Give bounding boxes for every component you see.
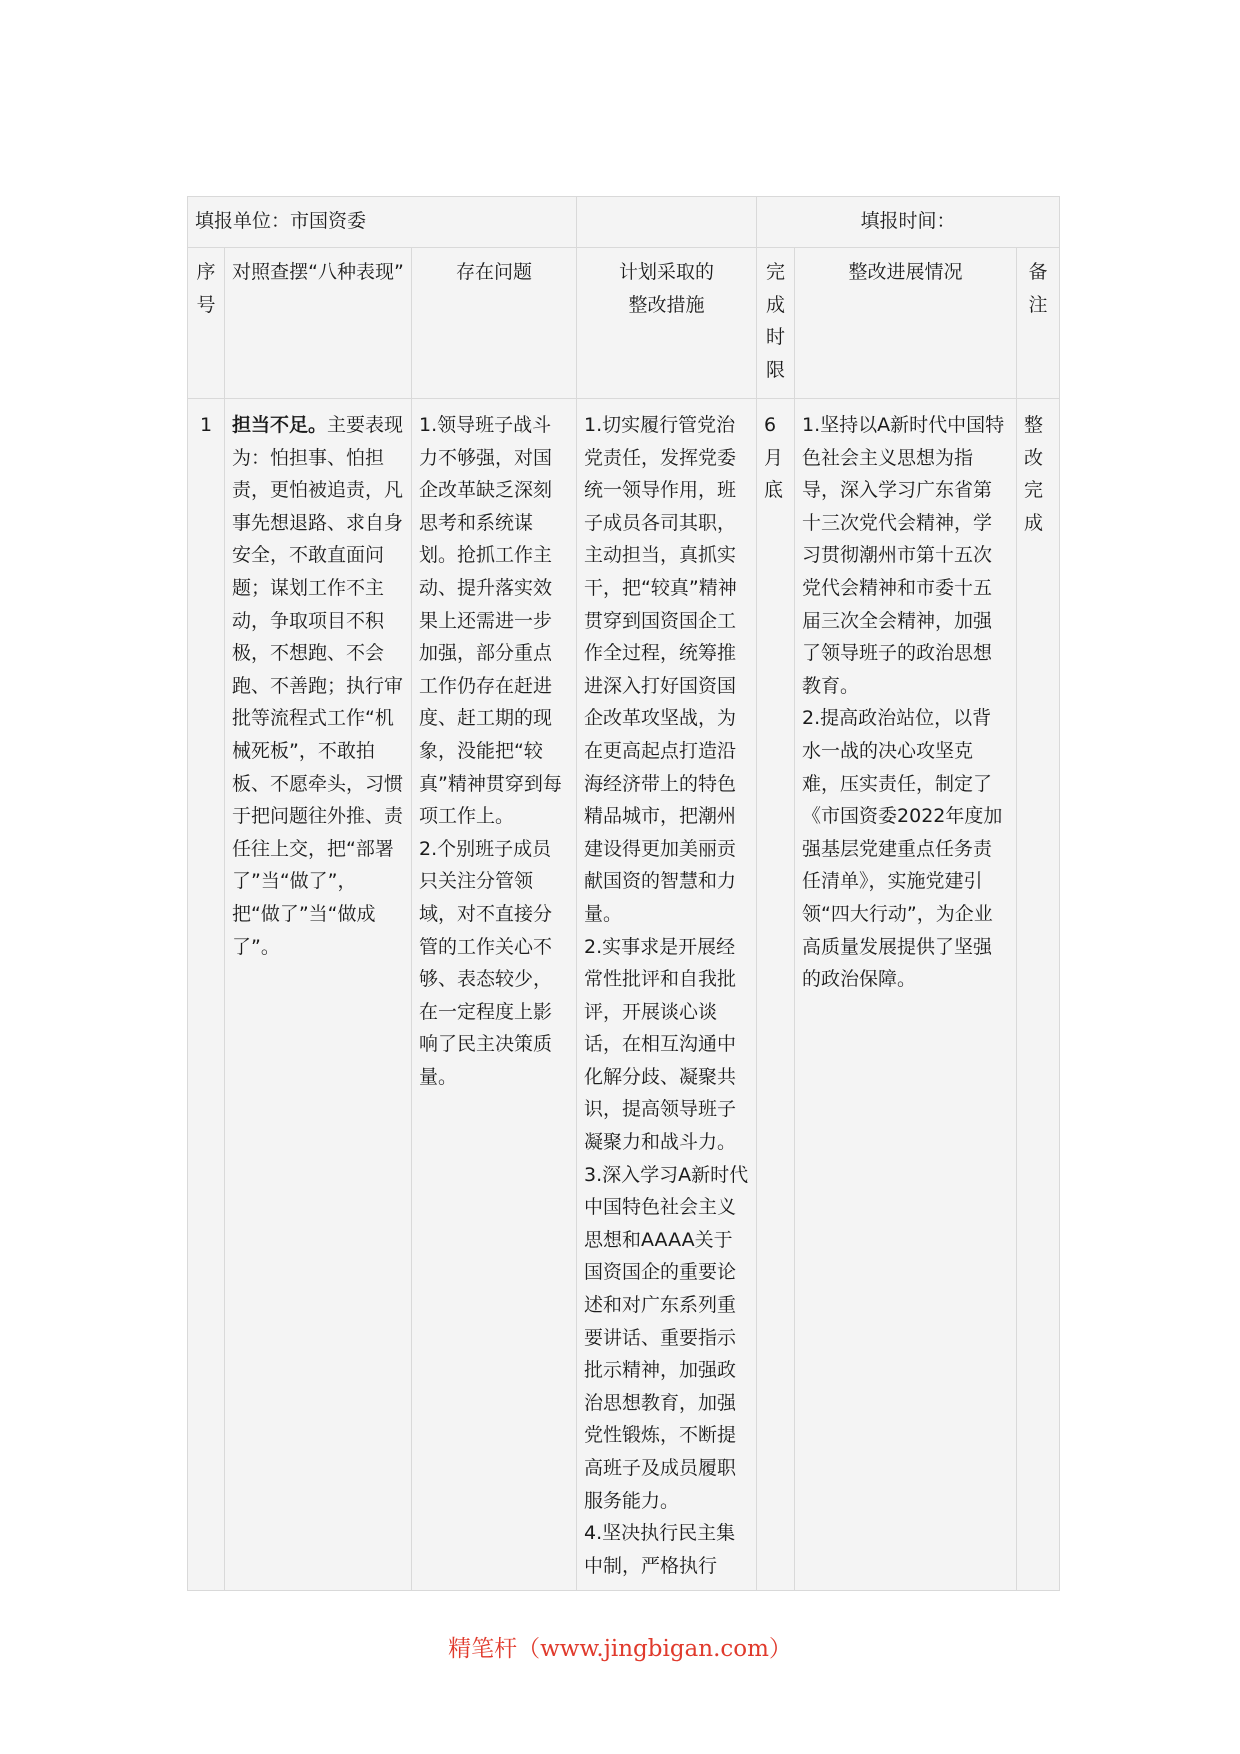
header-seq: 序号: [188, 248, 225, 399]
header-row: [188, 248, 1060, 399]
table-row: [188, 399, 1060, 1591]
fill-unit-cell: 填报单位：市国资委: [188, 197, 577, 248]
row-deadline-cell: 6月底: [757, 399, 795, 1591]
meta-blank-cell: [577, 197, 757, 248]
header-problems: 存在问题: [412, 248, 577, 399]
header-eight-manifestations: 对照查摆“八种表现”: [225, 248, 412, 399]
header-deadline: 完成时限: [757, 248, 795, 399]
rectification-table: [187, 196, 1060, 1591]
row-remarks-cell: 整改完成: [1017, 399, 1060, 1591]
footer-watermark: 精笔杆（www.jingbigan.com）: [448, 1636, 792, 1662]
header-progress: 整改进展情况: [795, 248, 1017, 399]
row-measures-cell: 1.切实履行管党治党责任，发挥党委统一领导作用，班子成员各司其职，主动担当，真抓实干，把“较真”精神贯穿到国资国企工作全过程，统筹推进深入打好国资国企改革攻坚战，为在更高起点打造沿海经济带上的特色精品城市，把潮州建设得更加美丽贡献国资的智慧和力量。 2.实事求是开展经常性批评和自我批评，开展谈心谈话，在相互沟通中化解分歧、凝聚共识，提高领导班子凝聚力和战斗力。 3.深入学习A新时代中国特色社会主义思想和AAAA关于国资国企的重要论述和对广东系列重要讲话、重要指示批示精神，加强政治思想教育，加强党性锻炼，不断提高班子及成员履职服务能力。 4.坚决执行民主集中制，严格执行: [577, 399, 757, 1591]
row-eight-text: 主要表现为：怕担事、怕担责，更怕被追责，凡事先想退路、求自身安全，不敢直面问题；谋划工作不主动，争取项目不积极，不想跑、不会跑、不善跑；执行审批等流程式工作“机械死板”，不敢拍板、不愿牵头，习惯于把问题往外推、责任往上交，把“部署了”当“做了”，把“做了”当“做成了”。: [232, 414, 404, 958]
row-seq-cell: 1: [188, 399, 225, 1591]
fill-time-cell: 填报时间：: [757, 197, 1060, 248]
header-measures: 计划采取的 整改措施: [577, 248, 757, 399]
header-remarks: 备注: [1017, 248, 1060, 399]
row-progress-cell: 1.坚持以A新时代中国特色社会主义思想为指导，深入学习广东省第十三次党代会精神，学习贯彻潮州市第十五次党代会精神和市委十五届三次全会精神，加强了领导班子的政治思想教育。 2.提高政治站位，以背水一战的决心攻坚克难，压实责任，制定了《市国资委2022年度加强基层党建重点任务责任清单》，实施党建引领“四大行动”，为企业高质量发展提供了坚强的政治保障。: [795, 399, 1017, 1591]
row-problems-cell: 1.领导班子战斗力不够强，对国企改革缺乏深刻思考和系统谋划。抢抓工作主动、提升落实效果上还需进一步加强，部分重点工作仍存在赶进度、赶工期的现象，没能把“较真”精神贯穿到每项工作上。 2.个别班子成员只关注分管领域，对不直接分管的工作关心不够、表态较少，在一定程度上影响了民主决策质量。: [412, 399, 577, 1591]
row-eight-cell: [225, 399, 412, 1591]
meta-row: [188, 197, 1060, 248]
row-eight-title: 担当不足。: [232, 414, 328, 436]
